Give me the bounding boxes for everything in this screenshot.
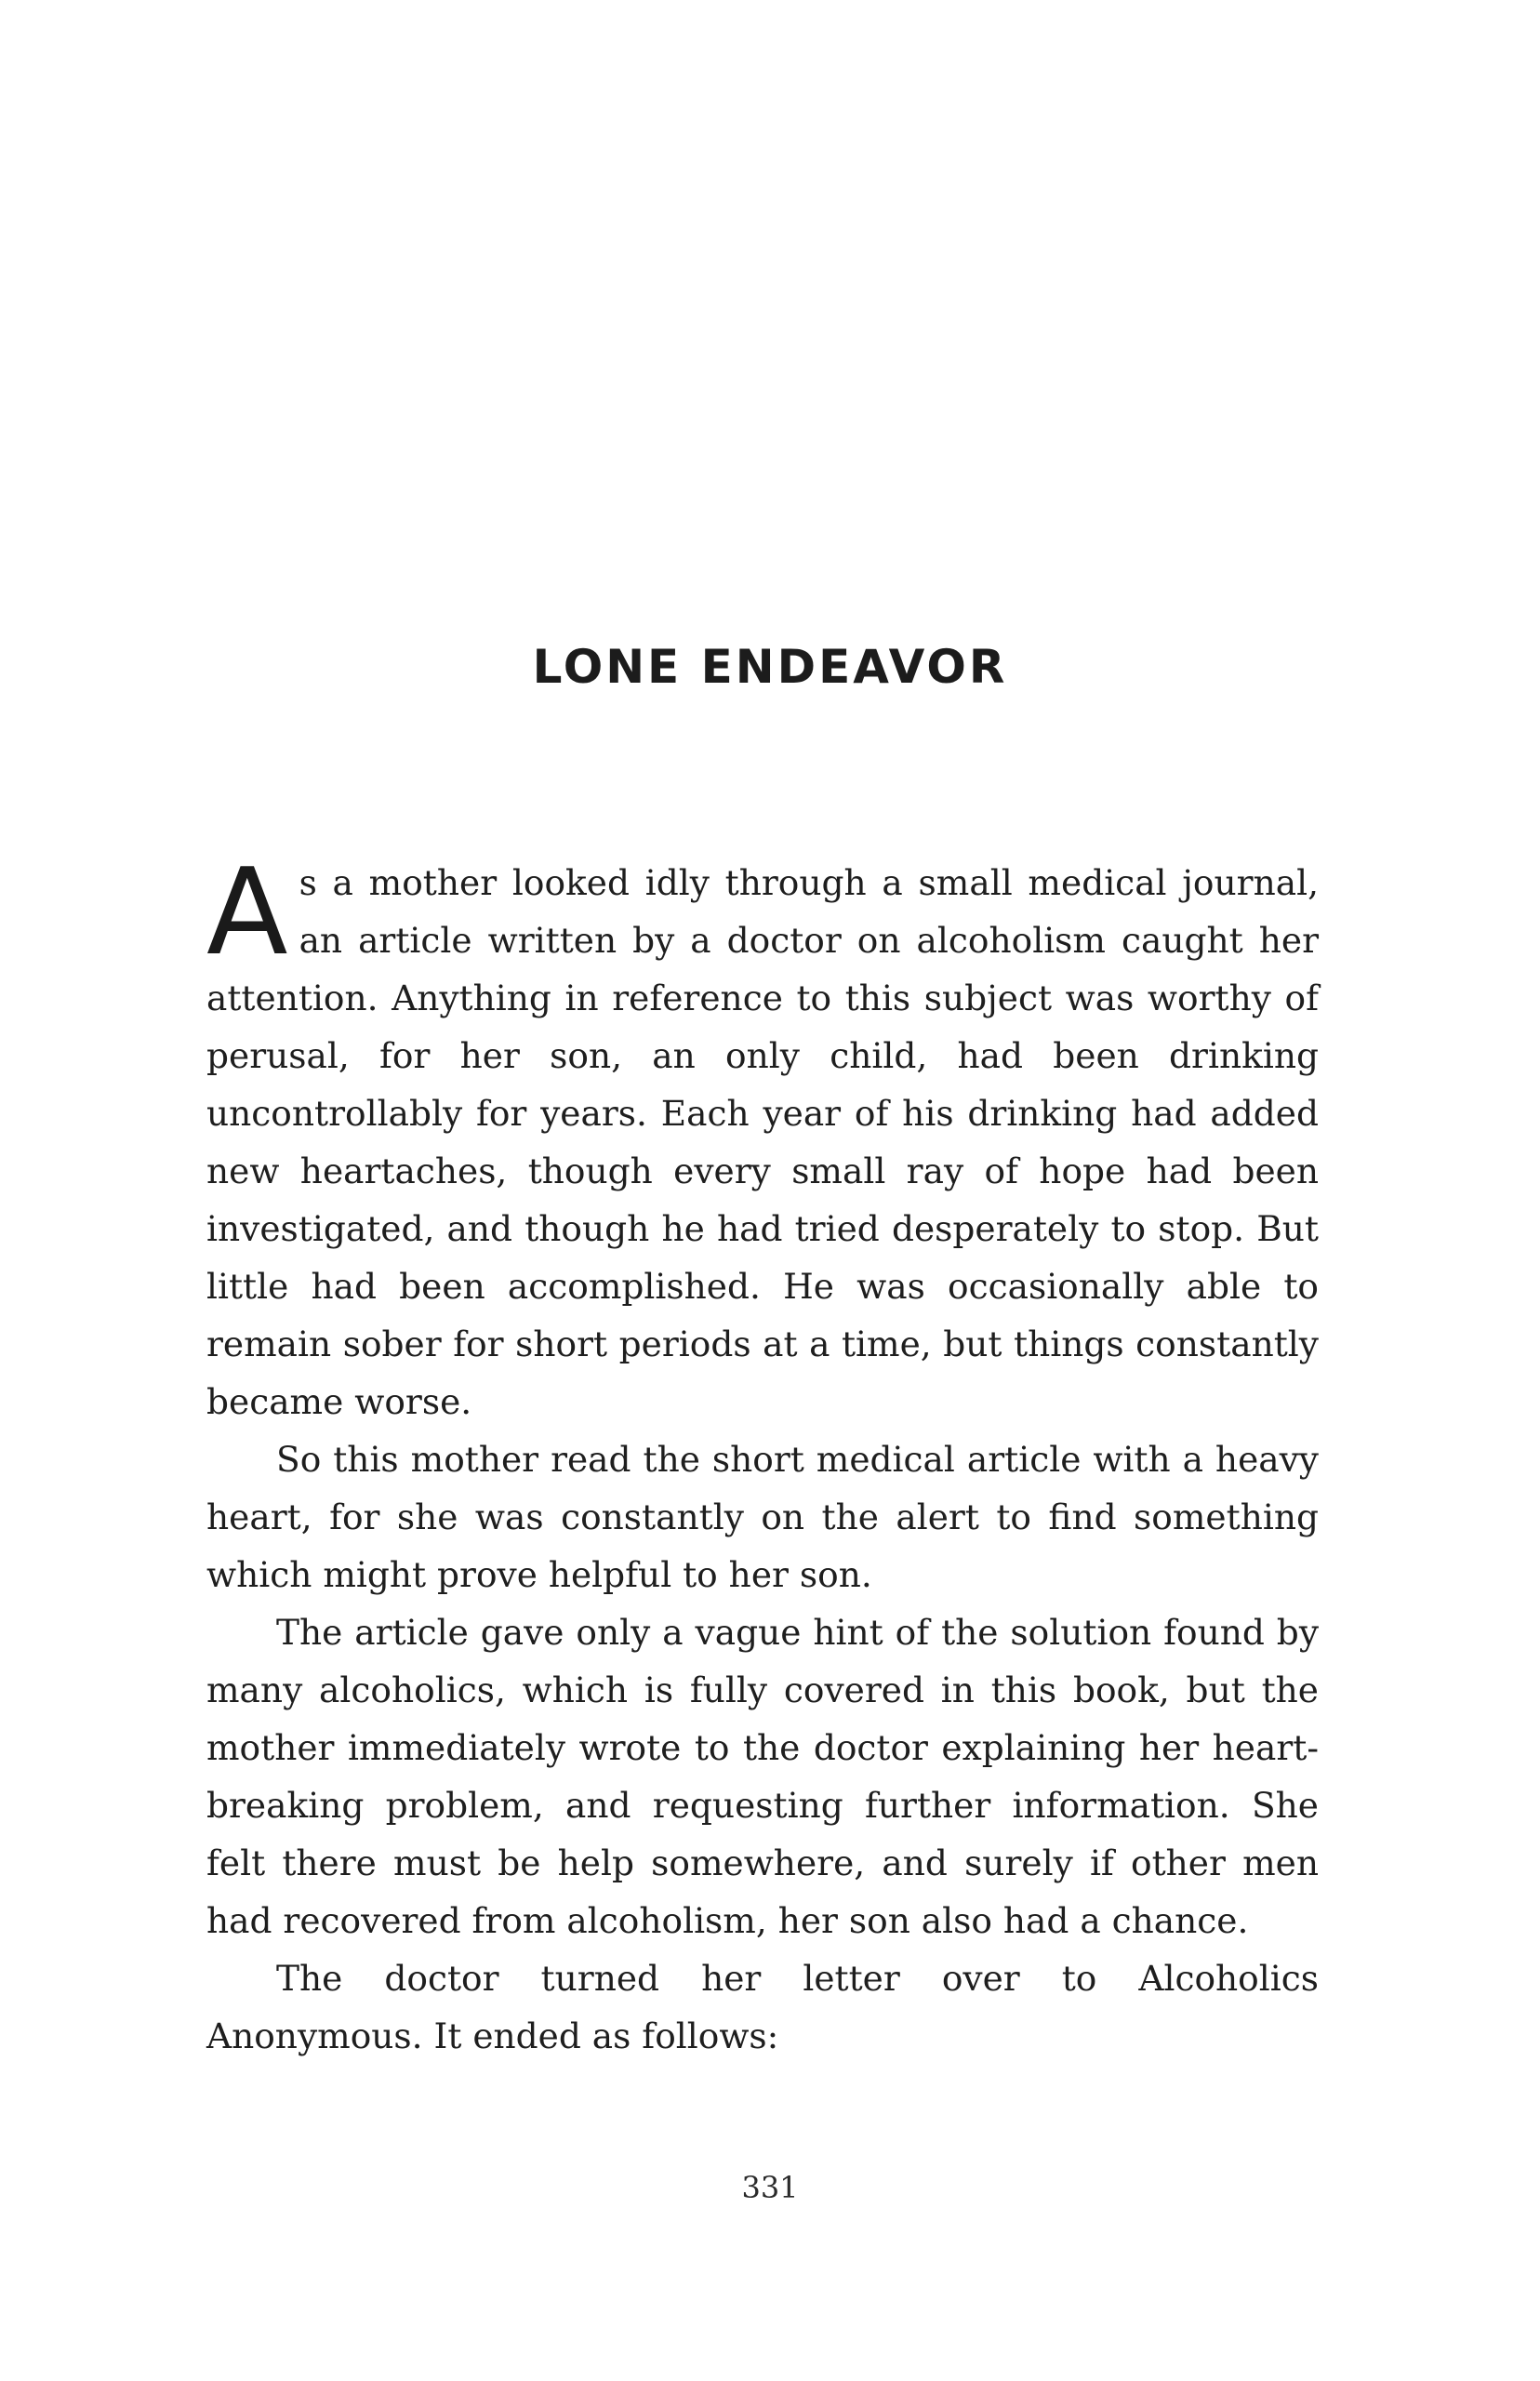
paragraph-3: The article gave only a vague hint of the solution found by many alcoholics, which is fully covered in this book, but the mother immediately wrote to the doctor explaining her heart-breaking problem, and requesting further information. She felt there must be help somewhere, and surely if other men had recovered from alcoholism, her son also had a chance.	[206, 1612, 1319, 1941]
body-text	[206, 844, 1319, 2065]
paragraph-4: The doctor turned her letter over to Alcoholics Anonymous. It ended as follows:	[206, 1958, 1319, 2056]
page-number: 331	[741, 2170, 799, 2205]
paragraph-1-text: s a mother looked idly through a small medical journal, an article written by a doctor on alcoholism caught her attention. Anything in reference to this subject was worthy of perusal, for her son, an only child, had been drinking uncontrollably for years. Each year of his drinking had added new heartaches, though every small ray of hope had been investigated, and though he had tried desperately to stop. But little had been accomplished. He was occasionally able to remain sober for short periods at a time, but things constantly became worse.	[206, 862, 1319, 1422]
drop-cap: A	[206, 844, 288, 982]
chapter-title: LONE ENDEAVOR	[532, 640, 1008, 694]
paragraph-1	[206, 844, 1319, 1430]
paragraph-2: So this mother read the short medical article with a heavy heart, for she was constantly on the alert to find something which might prove helpful to her son.	[206, 1439, 1319, 1595]
